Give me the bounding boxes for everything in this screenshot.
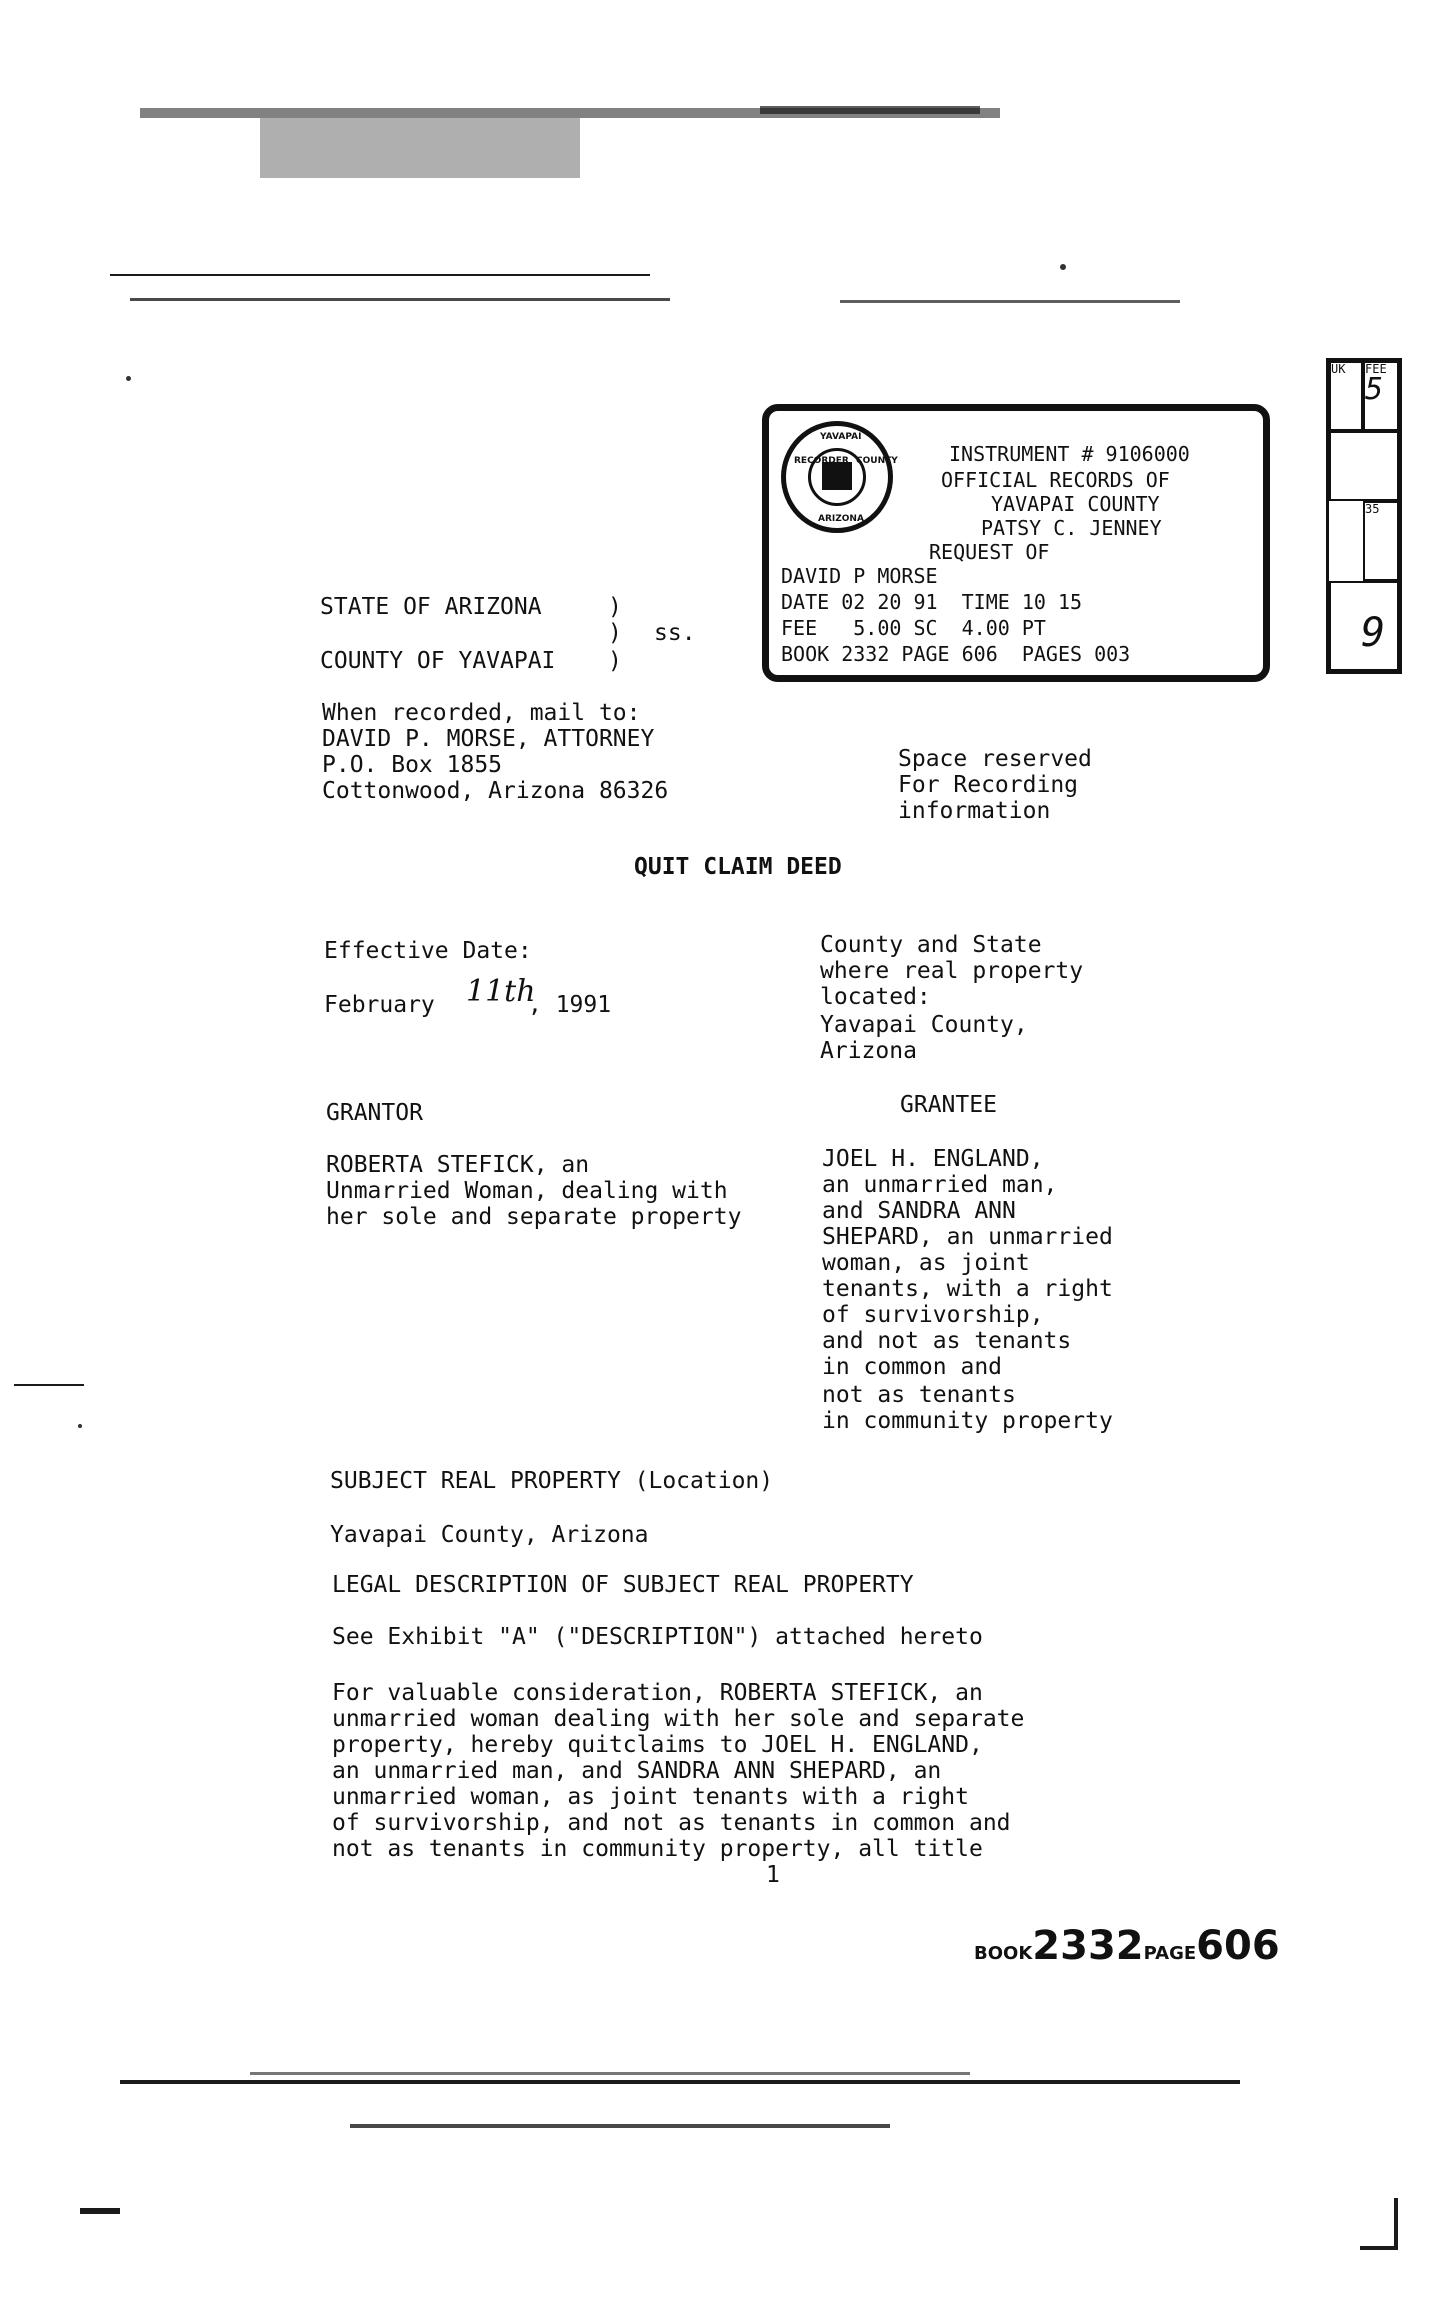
reserved-line: information <box>898 798 1051 824</box>
legal-description-heading: LEGAL DESCRIPTION OF SUBJECT REAL PROPERTY <box>332 1572 914 1598</box>
county-state-line: Arizona <box>820 1038 917 1064</box>
venue-ss: ss. <box>654 620 696 646</box>
reserved-line: For Recording <box>898 772 1079 798</box>
venue-bracket: ) <box>608 594 622 620</box>
scan-line-top <box>130 298 670 301</box>
stamp-line: OFFICIAL RECORDS OF <box>941 468 1170 492</box>
tab-cell <box>1329 581 1399 671</box>
scan-speck <box>78 1424 82 1428</box>
body-line: an unmarried man, and SANDRA ANN SHEPARD, an <box>332 1758 942 1784</box>
effective-date-label: Effective Date: <box>324 938 532 964</box>
stamp-line: PATSY C. JENNEY <box>981 516 1162 540</box>
stamp-line: YAVAPAI COUNTY <box>991 492 1160 516</box>
tab-label: 5 <box>1365 372 1384 407</box>
scan-smudge-top <box>760 106 980 114</box>
tab-cell <box>1329 431 1399 501</box>
margin-dash <box>14 1384 84 1386</box>
venue-bracket: ) <box>608 648 622 674</box>
corner-bracket <box>1360 2246 1398 2250</box>
scan-smudge-top <box>260 118 580 178</box>
body-line: unmarried woman dealing with her sole and separate <box>332 1706 1025 1732</box>
county-state-line: Yavapai County, <box>820 1012 1028 1038</box>
body-line: property, hereby quitclaims to JOEL H. ENGLAND, <box>332 1732 983 1758</box>
grantee-line: tenants, with a right <box>822 1276 1113 1302</box>
mail-to-line: Cottonwood, Arizona 86326 <box>322 778 669 804</box>
book-page-reference <box>958 1906 1280 1967</box>
scan-line-bottom <box>350 2124 890 2128</box>
tab-label: 35 <box>1365 502 1380 516</box>
page-label: PAGE <box>1143 1943 1197 1964</box>
venue-state: STATE OF ARIZONA <box>320 594 542 620</box>
scan-line-top <box>840 300 1180 303</box>
mail-to-line: DAVID P. MORSE, ATTORNEY <box>322 726 655 752</box>
body-line: of survivorship, and not as tenants in common and <box>332 1810 1011 1836</box>
scan-line-top <box>110 274 650 276</box>
reserved-line: Space reserved <box>898 746 1092 772</box>
scan-line-bottom <box>120 2080 1240 2084</box>
stamp-line: BOOK 2332 PAGE 606 PAGES 003 <box>781 642 1131 666</box>
grantee-line: in community property <box>822 1408 1113 1434</box>
grantor-line: Unmarried Woman, dealing with <box>326 1178 728 1204</box>
stamp-line: DAVID P MORSE <box>781 564 938 588</box>
book-number: 2332 <box>1032 1923 1144 1969</box>
county-seal <box>781 421 898 533</box>
scan-line-bottom <box>250 2072 970 2075</box>
page-number-ref: 606 <box>1196 1923 1280 1969</box>
grantee-line: and not as tenants <box>822 1328 1072 1354</box>
corner-bracket <box>1394 2198 1398 2250</box>
page-number: 1 <box>766 1862 780 1888</box>
county-state-line: located: <box>820 984 931 1010</box>
seal-text: RECORDER <box>794 456 849 466</box>
tab-label: FEE <box>1365 362 1387 376</box>
subject-heading: SUBJECT REAL PROPERTY (Location) <box>330 1468 774 1494</box>
tab-cell <box>1363 501 1399 581</box>
grantee-line: of survivorship, <box>822 1302 1044 1328</box>
grantee-heading: GRANTEE <box>900 1092 997 1118</box>
venue-bracket: ) <box>608 620 622 646</box>
grantee-line: woman, as joint <box>822 1250 1030 1276</box>
stamp-line: REQUEST OF <box>929 540 1050 564</box>
grantee-line: not as tenants <box>822 1382 1016 1408</box>
seal-text: COUNTY <box>856 456 898 466</box>
recording-tabs <box>1326 358 1402 674</box>
stamp-line: INSTRUMENT # 9106000 <box>949 442 1190 466</box>
grantee-line: SHEPARD, an unmarried <box>822 1224 1113 1250</box>
subject-location: Yavapai County, Arizona <box>330 1522 649 1548</box>
scan-smudge-bottom <box>80 2208 120 2214</box>
exhibit-reference: See Exhibit "A" ("DESCRIPTION") attached hereto <box>332 1624 983 1650</box>
county-state-line: County and State <box>820 932 1042 958</box>
mail-to-heading: When recorded, mail to: <box>322 700 641 726</box>
grantor-heading: GRANTOR <box>326 1100 423 1126</box>
grantee-line: in common and <box>822 1354 1003 1380</box>
tab-cell <box>1329 361 1363 431</box>
grantee-line: and SANDRA ANN <box>822 1198 1016 1224</box>
body-line: not as tenants in community property, all title <box>332 1836 983 1862</box>
venue-county: COUNTY OF YAVAPAI <box>320 648 556 674</box>
tab-label: UK <box>1331 362 1346 376</box>
body-line: unmarried woman, as joint tenants with a right <box>332 1784 969 1810</box>
scan-speck <box>1060 264 1066 270</box>
scan-speck <box>126 376 131 381</box>
document-title: QUIT CLAIM DEED <box>634 854 842 880</box>
seal-book-emblem <box>822 462 852 490</box>
book-label: BOOK <box>974 1943 1033 1964</box>
mail-to-line: P.O. Box 1855 <box>322 752 503 778</box>
grantor-line: her sole and separate property <box>326 1204 742 1230</box>
stamp-line: DATE 02 20 91 TIME 10 15 <box>781 590 1083 614</box>
body-line: For valuable consideration, ROBERTA STEFICK, an <box>332 1680 983 1706</box>
tab-cell <box>1363 361 1399 431</box>
grantee-line: JOEL H. ENGLAND, <box>822 1146 1044 1172</box>
recording-stamp <box>762 404 1270 682</box>
seal-text: ARIZONA <box>818 514 864 524</box>
seal-text: YAVAPAI <box>820 432 862 442</box>
effective-date-day: 11th <box>466 974 536 1009</box>
county-state-line: where real property <box>820 958 1084 984</box>
stamp-line: FEE 5.00 SC 4.00 PT <box>781 616 1046 640</box>
effective-date-year: , 1991 <box>528 992 612 1018</box>
tab-label: 9 <box>1361 610 1386 656</box>
grantee-line: an unmarried man, <box>822 1172 1058 1198</box>
grantor-line: ROBERTA STEFICK, an <box>326 1152 590 1178</box>
effective-date-month: February <box>324 992 435 1018</box>
